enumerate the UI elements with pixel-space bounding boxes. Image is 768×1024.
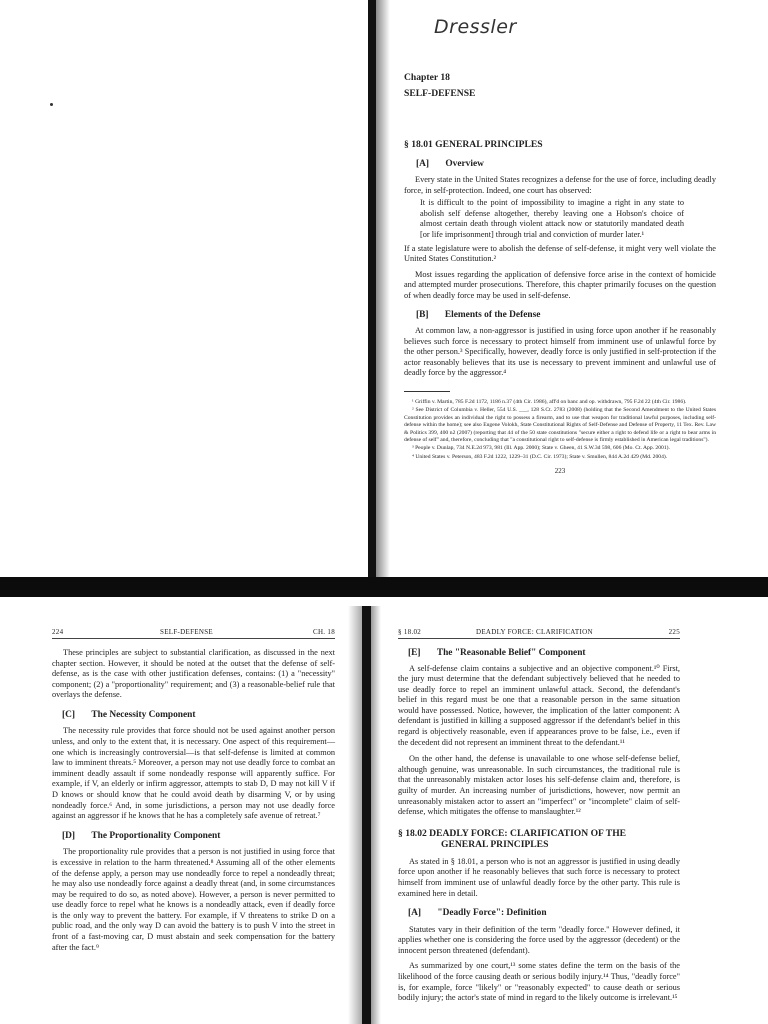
book-spine-shadow (368, 0, 376, 578)
running-section: § 18.02 (398, 628, 422, 636)
running-chapter: CH. 18 (312, 628, 335, 636)
section-heading-line: § 18.02 DEADLY FORCE: CLARIFICATION OF THE (398, 827, 627, 839)
paragraph: On the other hand, the defense is unavailable to one whose self-defense belief, although genuine, was unreasonable. In such circumstances, the traditional rule is that the unreasonably mistaken actor loses his self-defense claim and, therefore, is guilty of murder. An increasing number of jurisdictions, however, now permit an unreasonably mistaken actor to assert an "imperfect" or "incomplete" claim of self-defense, which mitigates the offense to manslaughter.¹² (398, 754, 680, 817)
subsection-title: The Proportionality Component (91, 830, 221, 841)
spine-gradient-lower (371, 606, 381, 1024)
paragraph: As stated in § 18.01, a person who is not an aggressor is justified in using deadly force upon another if he reasonably believes that such force is necessary to protect himself from imminent use of unlawful deadly force by the other party. This rule is examined here in detail. (398, 856, 680, 898)
subsection-letter: [A] (408, 908, 422, 919)
subsection-letter: [B] (416, 309, 429, 320)
paragraph: If a state legislature were to abolish the defense of self-defense, it might very well violate the United States Constitution.² (404, 243, 716, 264)
page-number: 225 (668, 628, 680, 636)
footnote: ⁴ United States v. Peterson, 483 F.2d 1222, 1229–31 (D.C. Cir. 1973); State v. Smullen, 844 A.2d 429 (Md. 2004). (412, 453, 668, 460)
paragraph: The proportionality rule provides that a person is not justified in using force that is excessive in relation to the harm threatened.⁸ Assuming all of the other elements of the defense apply, a person may use nondeadly force to repel a nondeadly threat; he may also use nondeadly force against a deadly threat (and, in some circumstances may be required to do so, as noted above). However, a person is never permitted to use deadly force to repel what he knows is a nondeadly attack, even if deadly force is the only way to prevent the battery. For example, if V threatens to strike D on a public road, and the only way D can avoid the battery is to push V into the street in front of a fast-moving car, D must abstain and seek compensation for the battery after the fact.⁹ (52, 847, 335, 952)
page-225 (398, 648, 680, 1004)
page-224 (52, 648, 335, 953)
footnote-rule (404, 391, 450, 392)
subsection-letter: [D] (62, 830, 76, 841)
section-heading-line: GENERAL PRINCIPLES (441, 839, 549, 851)
subsection-heading-a-225 (408, 908, 680, 920)
scan-dot (50, 103, 53, 106)
paragraph: At common law, a non-aggressor is justified in using force upon another if he reasonably believes such force is necessary to protect himself from imminent use of unlawful force by the other person.³ Specifically, however, deadly force is only justified in self-protection if the actor reasonably believes that its use is necessary to prevent imminent and unlawful use of deadly force by the aggressor.⁴ (404, 326, 716, 378)
subsection-heading-e (408, 648, 680, 660)
footnote: ³ People v. Dunlap, 734 N.E.2d 973, 981 (Ill. App. 2000); State v. Gheen, 41 S.W.3d 598, 606 (Mo. Ct. App. 2001). (412, 445, 670, 452)
chapter-label: Chapter 18 (404, 72, 450, 83)
running-head: SELF-DEFENSE (160, 628, 213, 636)
chapter-title: SELF-DEFENSE (404, 88, 476, 99)
paragraph: As summarized by one court,¹³ some states define the term on the basis of the likelihood of the force causing death or serious bodily injury.¹⁴ Thus, "deadly force" is, for example, force "likely" or "reasonably expected" to cause death or serious bodily injury; the actor's state of mind in regard to the likely outcome is irrelevant.¹⁵ (398, 961, 680, 1003)
paragraph: Statutes vary in their definition of the term "deadly force." However defined, it applies whether one is considering the force used by the aggressor (decedent) or the innocent person threatened (defendant). (398, 924, 680, 955)
paragraph: A self-defense claim contains a subjective and an objective component.¹⁰ First, the jury must determine that the defendant subjectively believed that he needed to use deadly force to repel an imminent unlawful attack. Second, the defendant's belief in this regard must be one that a reasonable person in the same situation would have possessed. Notice, however, the implication of the latter component: A defendant is justified in killing a supposed aggressor if the defendant's belief in this regard is objectively reasonable, even if appearances prove to be false, i.e., even if the decedent did not represent an imminent threat to the defendant.¹¹ (398, 663, 680, 747)
subsection-title: Overview (445, 158, 484, 169)
handwritten-name: Dressler (434, 16, 517, 38)
header-rule (398, 638, 680, 639)
subsection-heading-d (62, 831, 335, 843)
section-heading-1802 (398, 828, 680, 851)
page-separator-band (0, 577, 768, 597)
paragraph: Every state in the United States recognizes a defense for the use of force, including deadly force, in self-protection. Indeed, one court has observed: (404, 175, 716, 195)
subsection-title: "Deadly Force": Definition (437, 908, 547, 919)
subsection-letter: [E] (408, 648, 421, 658)
subsection-title: Elements of the Defense (444, 309, 541, 320)
book-spine-shadow-lower (362, 606, 371, 1024)
subsection-heading-b (416, 310, 716, 322)
header-rule (52, 638, 335, 639)
page-number: 223 (554, 467, 566, 476)
running-head: DEADLY FORCE: CLARIFICATION (476, 628, 593, 636)
paragraph: Most issues regarding the application of defensive force arise in the context of homicide and attempted murder prosecutions. Therefore, this chapter primarily focuses on the question of when deadly force may be used in self-defense. (404, 269, 716, 300)
footnote: ¹ Griffin v. Martin, 785 F.2d 1172, 1186 n.37 (4th Cir. 1986), aff'd on banc and op. withdrawn, 795 F.2d 22 (4th Cir. 1986). (412, 399, 687, 405)
footnote: ² See District of Columbia v. Heller, 554 U.S. ___, 128 S.Ct. 2783 (2008) (holding that the Second Amendment to the United States Constitution provides an individual the right to possess a firearm, and to use that weapon for traditional lawful purposes, including self-defense within the home); see also Eugene Volokh, State Constitutional Rights of Self-Defense and Defense of Property, 11 Tex. Rev. Law & Politics 399, 400 n2 (2007) (reporting that 44 of the 50 state constitutions "secure either a right to defend life or a right to bear arms in defense of self" and, therefore, concluding that "a constitutional right to self-defense is firmly established in American legal traditions"). (404, 407, 716, 444)
paragraph: These principles are subject to substantial clarification, as discussed in the next chapter section. However, it should be noted at the outset that the defense of self-defense, as is the case with other justification defenses, contains: (1) a "necessity" component; (2) a "proportionality" requirement; and (3) a reasonable-belief rule that overlays the defense. (52, 648, 335, 700)
page-223 (404, 18, 716, 475)
subsection-heading-c (62, 710, 335, 722)
paragraph: The necessity rule provides that force should not be used against another person unless, and only to the extent that, it is necessary. One aspect of this requirement—one which is increasingly controversial—is that self-defense is limited at common law to imminent threats.⁵ Moreover, a person may not use deadly force to combat an imminent deadly assault if some nondeadly response will apparently suffice. For example, if V, an elderly or infirm aggressor, attempts to stab D, D may not kill V if D knows or should know that he could avoid death by disarming V, or by using nondeadly force.⁶ And, in some jurisdictions, a person may not use deadly force against an aggressor if he knows that he has a completely safe avenue of retreat.⁷ (52, 726, 335, 821)
spine-gradient-lower-left (348, 606, 362, 1024)
subsection-heading-a (416, 159, 716, 171)
subsection-title: The Necessity Component (91, 709, 196, 720)
spine-gradient (376, 0, 390, 578)
block-quote: It is difficult to the point of impossibility to imagine a right in any state to abolish self defense altogether, thereby leaving one a Hobson's choice of almost certain death through violent attack now or statutorily mandated death [or life imprisonment] through trial and conviction of murder later.¹ (420, 198, 684, 239)
page-number: 224 (52, 628, 64, 636)
subsection-letter: [A] (416, 158, 430, 169)
subsection-letter: [C] (62, 709, 76, 720)
section-heading-1801: § 18.01 GENERAL PRINCIPLES (404, 139, 543, 150)
subsection-title: The "Reasonable Belief" Component (436, 648, 586, 658)
